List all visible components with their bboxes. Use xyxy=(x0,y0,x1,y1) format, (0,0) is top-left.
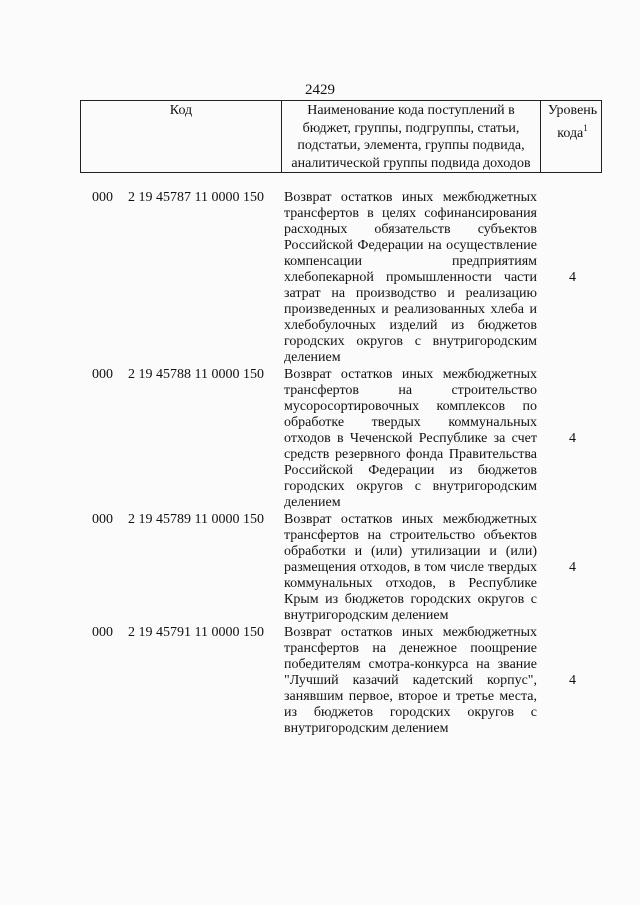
income-name: Возврат остатков иных межбюджетных трансфертов в целях софинансирования расходных обязательств субъектов Российской Федерации на осуществление компенсации предприятиям хлебопекарной промышленности части затрат на производство и реализацию произведенных и реализованных хлеба и хлебобулочных изделий из бюджетов городских округов с внутригородским делением xyxy=(284,190,537,365)
code-level: 4 xyxy=(569,270,576,285)
page-number: 2429 xyxy=(305,82,335,98)
code-level: 4 xyxy=(569,431,576,446)
income-name: Возврат остатков иных межбюджетных трансфертов на строительство объектов обработки и (или) утилизации и (или) размещения отходов, в том числе твердых коммунальных отходов, в Республике Крым из бюджетов городских округов с внутригородским делением xyxy=(284,512,537,623)
admin-code: 000 xyxy=(92,367,113,382)
footnote-marker: 1 xyxy=(583,122,588,133)
header-code: Код xyxy=(81,101,282,173)
income-code: 2 19 45791 11 0000 150 xyxy=(128,625,264,640)
admin-code: 000 xyxy=(92,512,113,527)
table-row xyxy=(80,190,602,366)
admin-code: 000 xyxy=(92,625,113,640)
header-level: Уровень кода xyxy=(547,103,598,141)
income-name: Возврат остатков иных межбюджетных трансфертов на строительство мусоросортировочных комплексов по обработке твердых коммунальных отходов в Чеченской Республике за счет средств резервного фонда Правительства Российской Федерации из бюджетов городских округов с внутригородским делением xyxy=(284,367,537,510)
table-row xyxy=(80,367,602,511)
header-name: Наименование кода поступлений в бюджет, группы, подгруппы, статьи, подстатьи, элемента, группы подвида, аналитической группы подвида доходов xyxy=(281,101,540,173)
income-code: 2 19 45789 11 0000 150 xyxy=(128,512,264,527)
income-name: Возврат остатков иных межбюджетных трансфертов на денежное поощрение победителям смотра-конкурса на звание "Лучший казачий кадетский корпус", занявшим первое, второе и третье места, из бюджетов городских округов с внутригородским делением xyxy=(284,625,537,736)
table-row xyxy=(80,512,602,624)
code-level: 4 xyxy=(569,560,576,575)
admin-code: 000 xyxy=(92,190,113,205)
income-code: 2 19 45787 11 0000 150 xyxy=(128,190,264,205)
code-level: 4 xyxy=(569,673,576,688)
table-header xyxy=(80,100,602,173)
table-row xyxy=(80,625,602,737)
header-level-cell xyxy=(541,101,602,173)
income-code: 2 19 45788 11 0000 150 xyxy=(128,367,264,382)
table-body xyxy=(80,190,602,737)
